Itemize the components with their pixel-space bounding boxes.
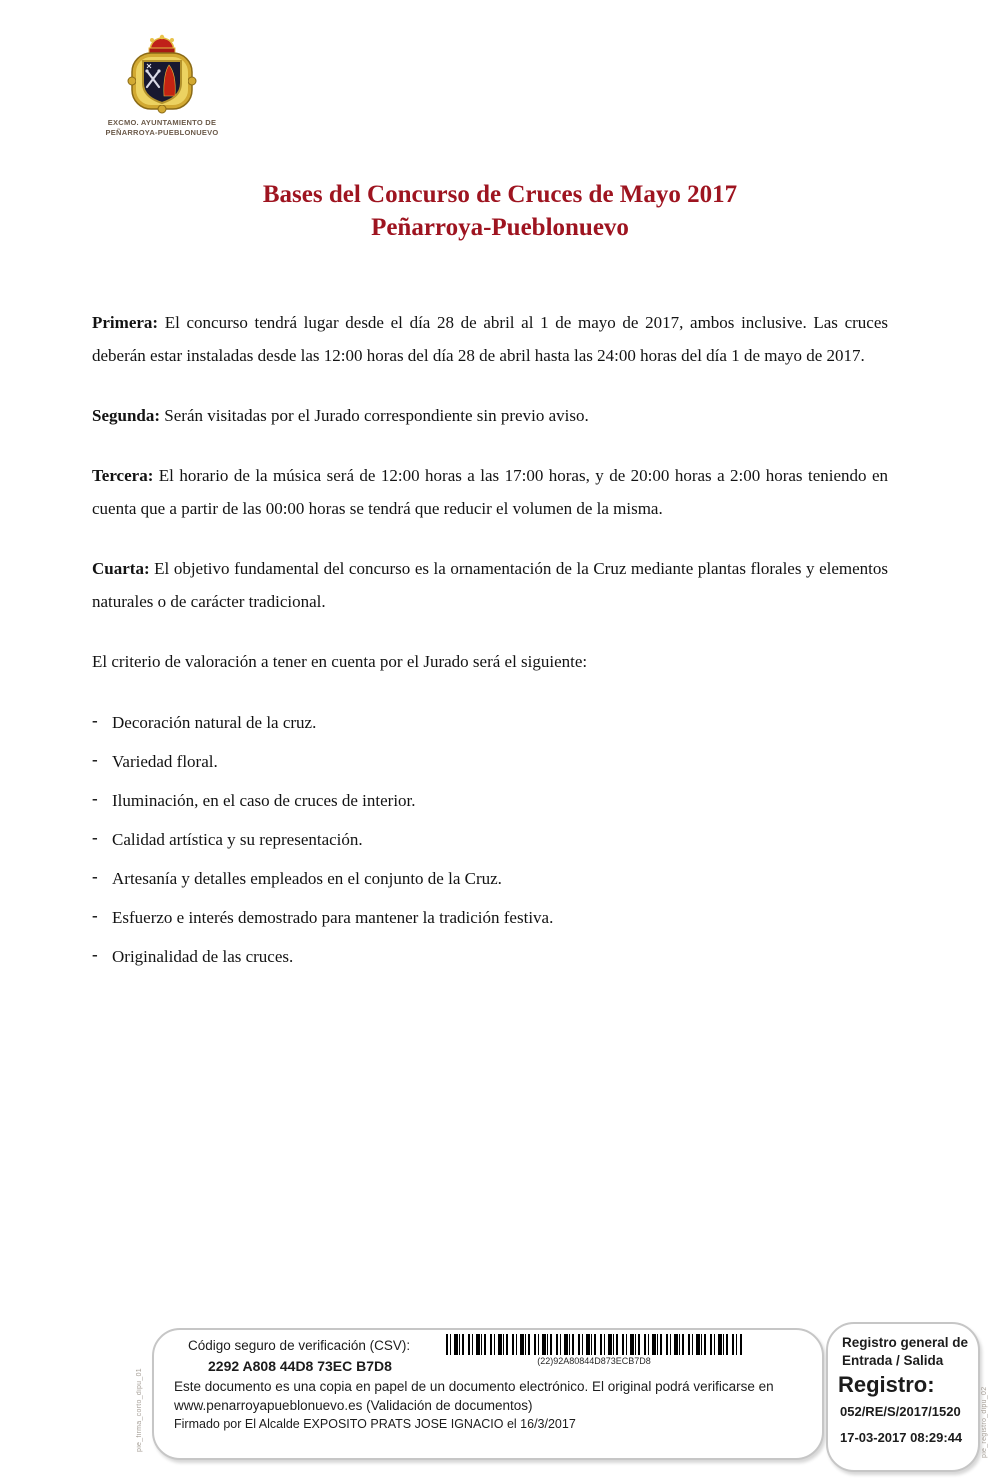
barcode-caption: (22)92A80844D873ECB7D8	[537, 1356, 651, 1366]
verification-text-line2: www.penarroyapueblonuevo.es (Validación de documentos)	[174, 1398, 533, 1413]
paragraph-text: El horario de la música será de 12:00 horas a las 17:00 horas, y de 20:00 horas a 2:00 horas teniendo en cuenta que a partir de las 00:00 horas se tendrá que reducir el volumen de la misma.	[92, 466, 888, 518]
csv-code: 2292 A808 44D8 73EC B7D8	[208, 1358, 392, 1374]
logo-caption-line2: PEÑARROYA-PUEBLONUEVO	[105, 128, 219, 137]
coat-of-arms-icon	[125, 34, 199, 114]
signed-by-text: Firmado por El Alcalde EXPOSITO PRATS JOSE IGNACIO el 16/3/2017	[174, 1417, 576, 1431]
criteria-item: - Variedad floral.	[92, 745, 888, 778]
right-margin-code: pie_registro_dipu_02	[981, 1386, 988, 1458]
csv-label: Código seguro de verificación (CSV):	[188, 1338, 411, 1353]
paragraph-label: Primera:	[92, 313, 159, 332]
registry-title	[842, 1334, 968, 1370]
criteria-item: - Artesanía y detalles empleados en el conjunto de la Cruz.	[92, 862, 888, 895]
paragraph-label: Segunda:	[92, 406, 161, 425]
registry-label: Registro:	[838, 1372, 935, 1397]
registry-stamp-box	[826, 1322, 980, 1472]
registry-title-line1: Registro general de	[842, 1335, 969, 1350]
registry-number: 052/RE/S/2017/1520	[840, 1404, 961, 1419]
paragraph-tercera	[92, 459, 888, 525]
criteria-item: - Esfuerzo e interés demostrado para mantener la tradición festiva.	[92, 901, 888, 934]
logo-caption	[95, 118, 229, 138]
criteria-list	[92, 706, 888, 973]
paragraph-label: Cuarta:	[92, 559, 150, 578]
registry-title-line2: Entrada / Salida	[842, 1353, 944, 1368]
csv-verification-box	[152, 1328, 824, 1460]
logo-caption-line1: EXCMO. AYUNTAMIENTO DE	[107, 118, 217, 127]
criteria-item: - Decoración natural de la cruz.	[92, 706, 888, 739]
paragraph-primera	[92, 306, 888, 372]
paragraph-text: El concurso tendrá lugar desde el día 28 de abril al 1 de mayo de 2017, ambos inclusive. Las cruces deberán estar instaladas desde las 12:00 horas del día 28 de abril hasta las 24:00 horas del día 1 de mayo de 2017.	[92, 313, 888, 365]
paragraph-cuarta	[92, 552, 888, 618]
paragraph-criterio-intro	[92, 645, 888, 678]
paragraph-segunda	[92, 399, 888, 432]
document-title-line2: Peñarroya-Pueblonuevo	[371, 214, 629, 241]
paragraph-text: El objetivo fundamental del concurso es la ornamentación de la Cruz mediante plantas florales y elementos naturales o de carácter tradicional.	[92, 559, 888, 611]
municipal-logo-block	[95, 34, 229, 138]
document-title	[0, 178, 1000, 244]
paragraph-label: Tercera:	[92, 466, 154, 485]
barcode	[446, 1334, 742, 1355]
paragraph-text: Serán visitadas por el Jurado correspondiente sin previo aviso.	[160, 406, 589, 425]
document-body	[92, 306, 888, 979]
criteria-item: - Originalidad de las cruces.	[92, 940, 888, 973]
document-title-line1: Bases del Concurso de Cruces de Mayo 2017	[262, 181, 738, 208]
verification-text-line1: Este documento es una copia en papel de un documento electrónico. El original podrá verificarse en	[174, 1379, 774, 1394]
left-margin-code: pie_firma_corto_dipu_01	[136, 1368, 143, 1452]
paragraph-text: El criterio de valoración a tener en cuenta por el Jurado será el siguiente:	[92, 652, 588, 671]
criteria-item: - Iluminación, en el caso de cruces de interior.	[92, 784, 888, 817]
criteria-item: - Calidad artística y su representación.	[92, 823, 888, 856]
registry-datetime: 17-03-2017 08:29:44	[840, 1430, 963, 1445]
